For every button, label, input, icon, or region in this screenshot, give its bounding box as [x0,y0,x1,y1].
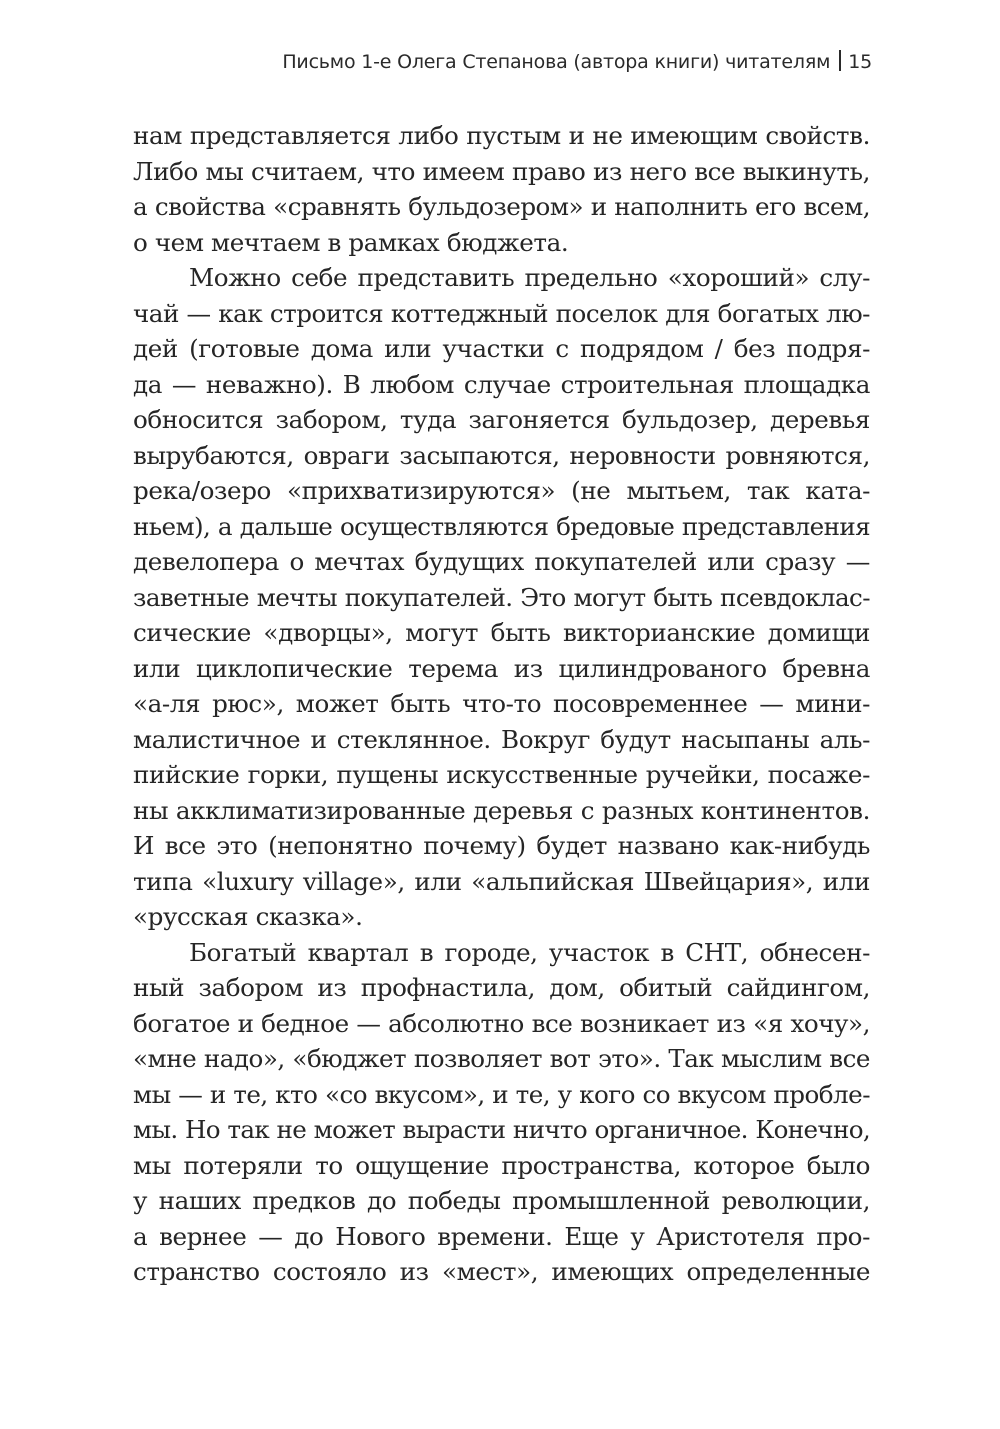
text-line: заветные мечты покупателей. Это могут быть псевдоклас- [133,582,870,612]
text-line: Можно себе представить предельно «хороший» слу- [189,263,870,292]
text-line: странство состояло из «мест», имеющих определенные [133,1257,870,1286]
text-line: да — неважно). В любом случае строительная площадка [133,369,870,399]
text-line: «русская сказка». [133,902,363,931]
text-line: ны акклиматизированные деревья с разных континентов. [133,795,870,825]
text-line: «мне надо», «бюджет позволяет вот это». Так мыслим все [133,1044,870,1073]
text-line: мы. Но так не может вырасти ничто органичное. Конечно, [133,1115,870,1144]
header-separator [839,50,841,71]
text-line: или циклопические терема из цилиндрованого бревна [133,653,870,683]
text-line: у наших предков до победы промышленной революции, [133,1186,870,1215]
text-line: а свойства «сравнять бульдозером» и наполнить его всем, [133,192,870,221]
text-line: река/озеро «прихватизируются» (не мытьем, так ката- [133,476,870,505]
text-line: мы потеряли то ощущение пространства, которое было [133,1150,870,1180]
text-line: вырубаются, овраги засыпаются, неровности ровняются, [133,440,870,470]
paragraph [133,260,870,935]
text-line: И все это (непонятно почему) будет названо как-нибудь [133,831,870,860]
text-line: ный забором из профнастила, дом, обитый сайдингом, [133,973,870,1002]
paragraph [133,935,870,1290]
paragraph [133,118,870,260]
text-line: пийские горки, пущены искусственные ручейки, посаже- [133,760,870,789]
running-header [282,50,872,73]
text-line: малистичное и стеклянное. Вокруг будут насыпаны аль- [133,724,870,754]
text-line: «а-ля рюс», может быть что-то посовременнее — мини- [133,689,870,718]
text-line: о чем мечтаем в рамках бюджета. [133,227,569,257]
text-line: сические «дворцы», могут быть викторианские домищи [133,618,870,647]
running-title: Письмо 1-е Олега Степанова (автора книги) читателям [282,51,831,73]
text-line: дей (готовые дома или участки с подрядом / без подря- [133,334,870,363]
text-line: чай — как строится коттеджный поселок для богатых лю- [133,298,870,328]
text-line: девелопера о мечтах будущих покупателей или сразу — [133,547,870,576]
text-line: а вернее — до Нового времени. Еще у Аристотеля про- [133,1221,870,1251]
text-line: Либо мы считаем, что имеем право из него все выкинуть, [133,156,870,186]
text-line: типа «luxury village», или «альпийская Швейцария», или [133,866,870,896]
text-line: богатое и бедное — абсолютно все возникает из «я хочу», [133,1008,870,1038]
text-line: ньем), а дальше осуществляются бредовые представления [133,511,870,541]
text-line: обносится забором, туда загоняется бульдозер, деревья [133,405,870,434]
text-line: мы — и те, кто «со вкусом», и те, у кого со вкусом пробле- [133,1079,870,1109]
body-text [133,118,870,1290]
text-line: Богатый квартал в городе, участок в СНТ, обнесен- [189,937,870,967]
page-number: 15 [848,51,872,73]
text-line: нам представляется либо пустым и не имеющим свойств. [133,121,870,150]
